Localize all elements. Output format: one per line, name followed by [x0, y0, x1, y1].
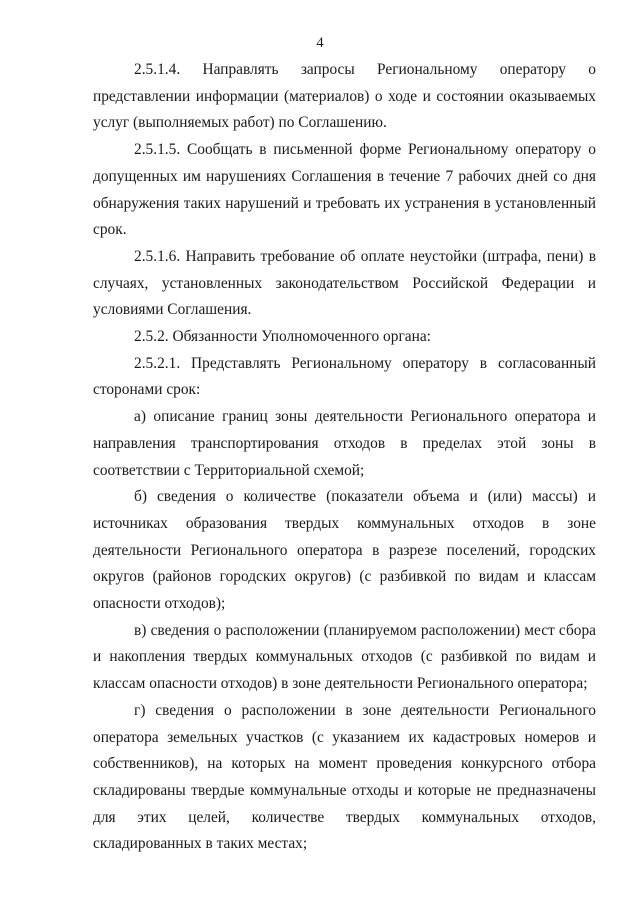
- paragraph-2-5-2: 2.5.2. Обязанности Уполномоченного органа:: [134, 328, 431, 346]
- paragraph-item-g: г) сведения о расположении в зоне деятельности Регионального оператора земельных участков (с указанием их кадастровых номеров и собственников), на которых на момент проведения конкурсного отбора складированы твердые коммунальные отходы и которые не предназначены для этих целей, количестве твердых коммунальных отходов, складированных в таких местах;: [93, 701, 596, 853]
- paragraph-2-5-1-5: 2.5.1.5. Сообщать в письменной форме Региональному оператору о допущенных им нарушениях Соглашения в течение 7 рабочих дней со дня обнаружения таких нарушений и требовать их устранения в установленный срок.: [93, 141, 596, 239]
- document-body: [93, 57, 596, 858]
- paragraph-item-v: в) сведения о расположении (планируемом расположении) мест сбора и накопления твердых коммунальных отходов (с разбивкой по видам и классам опасности отходов) в зоне деятельности Регионального оператора;: [93, 621, 596, 693]
- paragraph-2-5-2-1: 2.5.2.1. Представлять Региональному оператору в согласованный сторонами срок:: [93, 354, 596, 399]
- paragraph-2-5-1-4: 2.5.1.4. Направлять запросы Региональному оператору о представлении информации (материалов) о ходе и состоянии оказываемых услуг (выполняемых работ) по Соглашению.: [93, 61, 596, 132]
- paragraph-2-5-1-6: 2.5.1.6. Направить требование об оплате неустойки (штрафа, пени) в случаях, установленных законодательством Российской Федерации и условиями Соглашения.: [93, 247, 596, 319]
- paragraph-item-a: а) описание границ зоны деятельности Регионального оператора и направления транспортирования отходов в пределах этой зоны в соответствии с Территориальной схемой;: [93, 408, 596, 479]
- page-number: 4: [316, 35, 324, 51]
- paragraph-item-b: б) сведения о количестве (показатели объема и (или) массы) и источниках образования твердых коммунальных отходов в зоне деятельности Регионального оператора в разрезе поселений, городских округов (районов городских округов) (с разбивкой по видам и классам опасности отходов);: [93, 488, 596, 613]
